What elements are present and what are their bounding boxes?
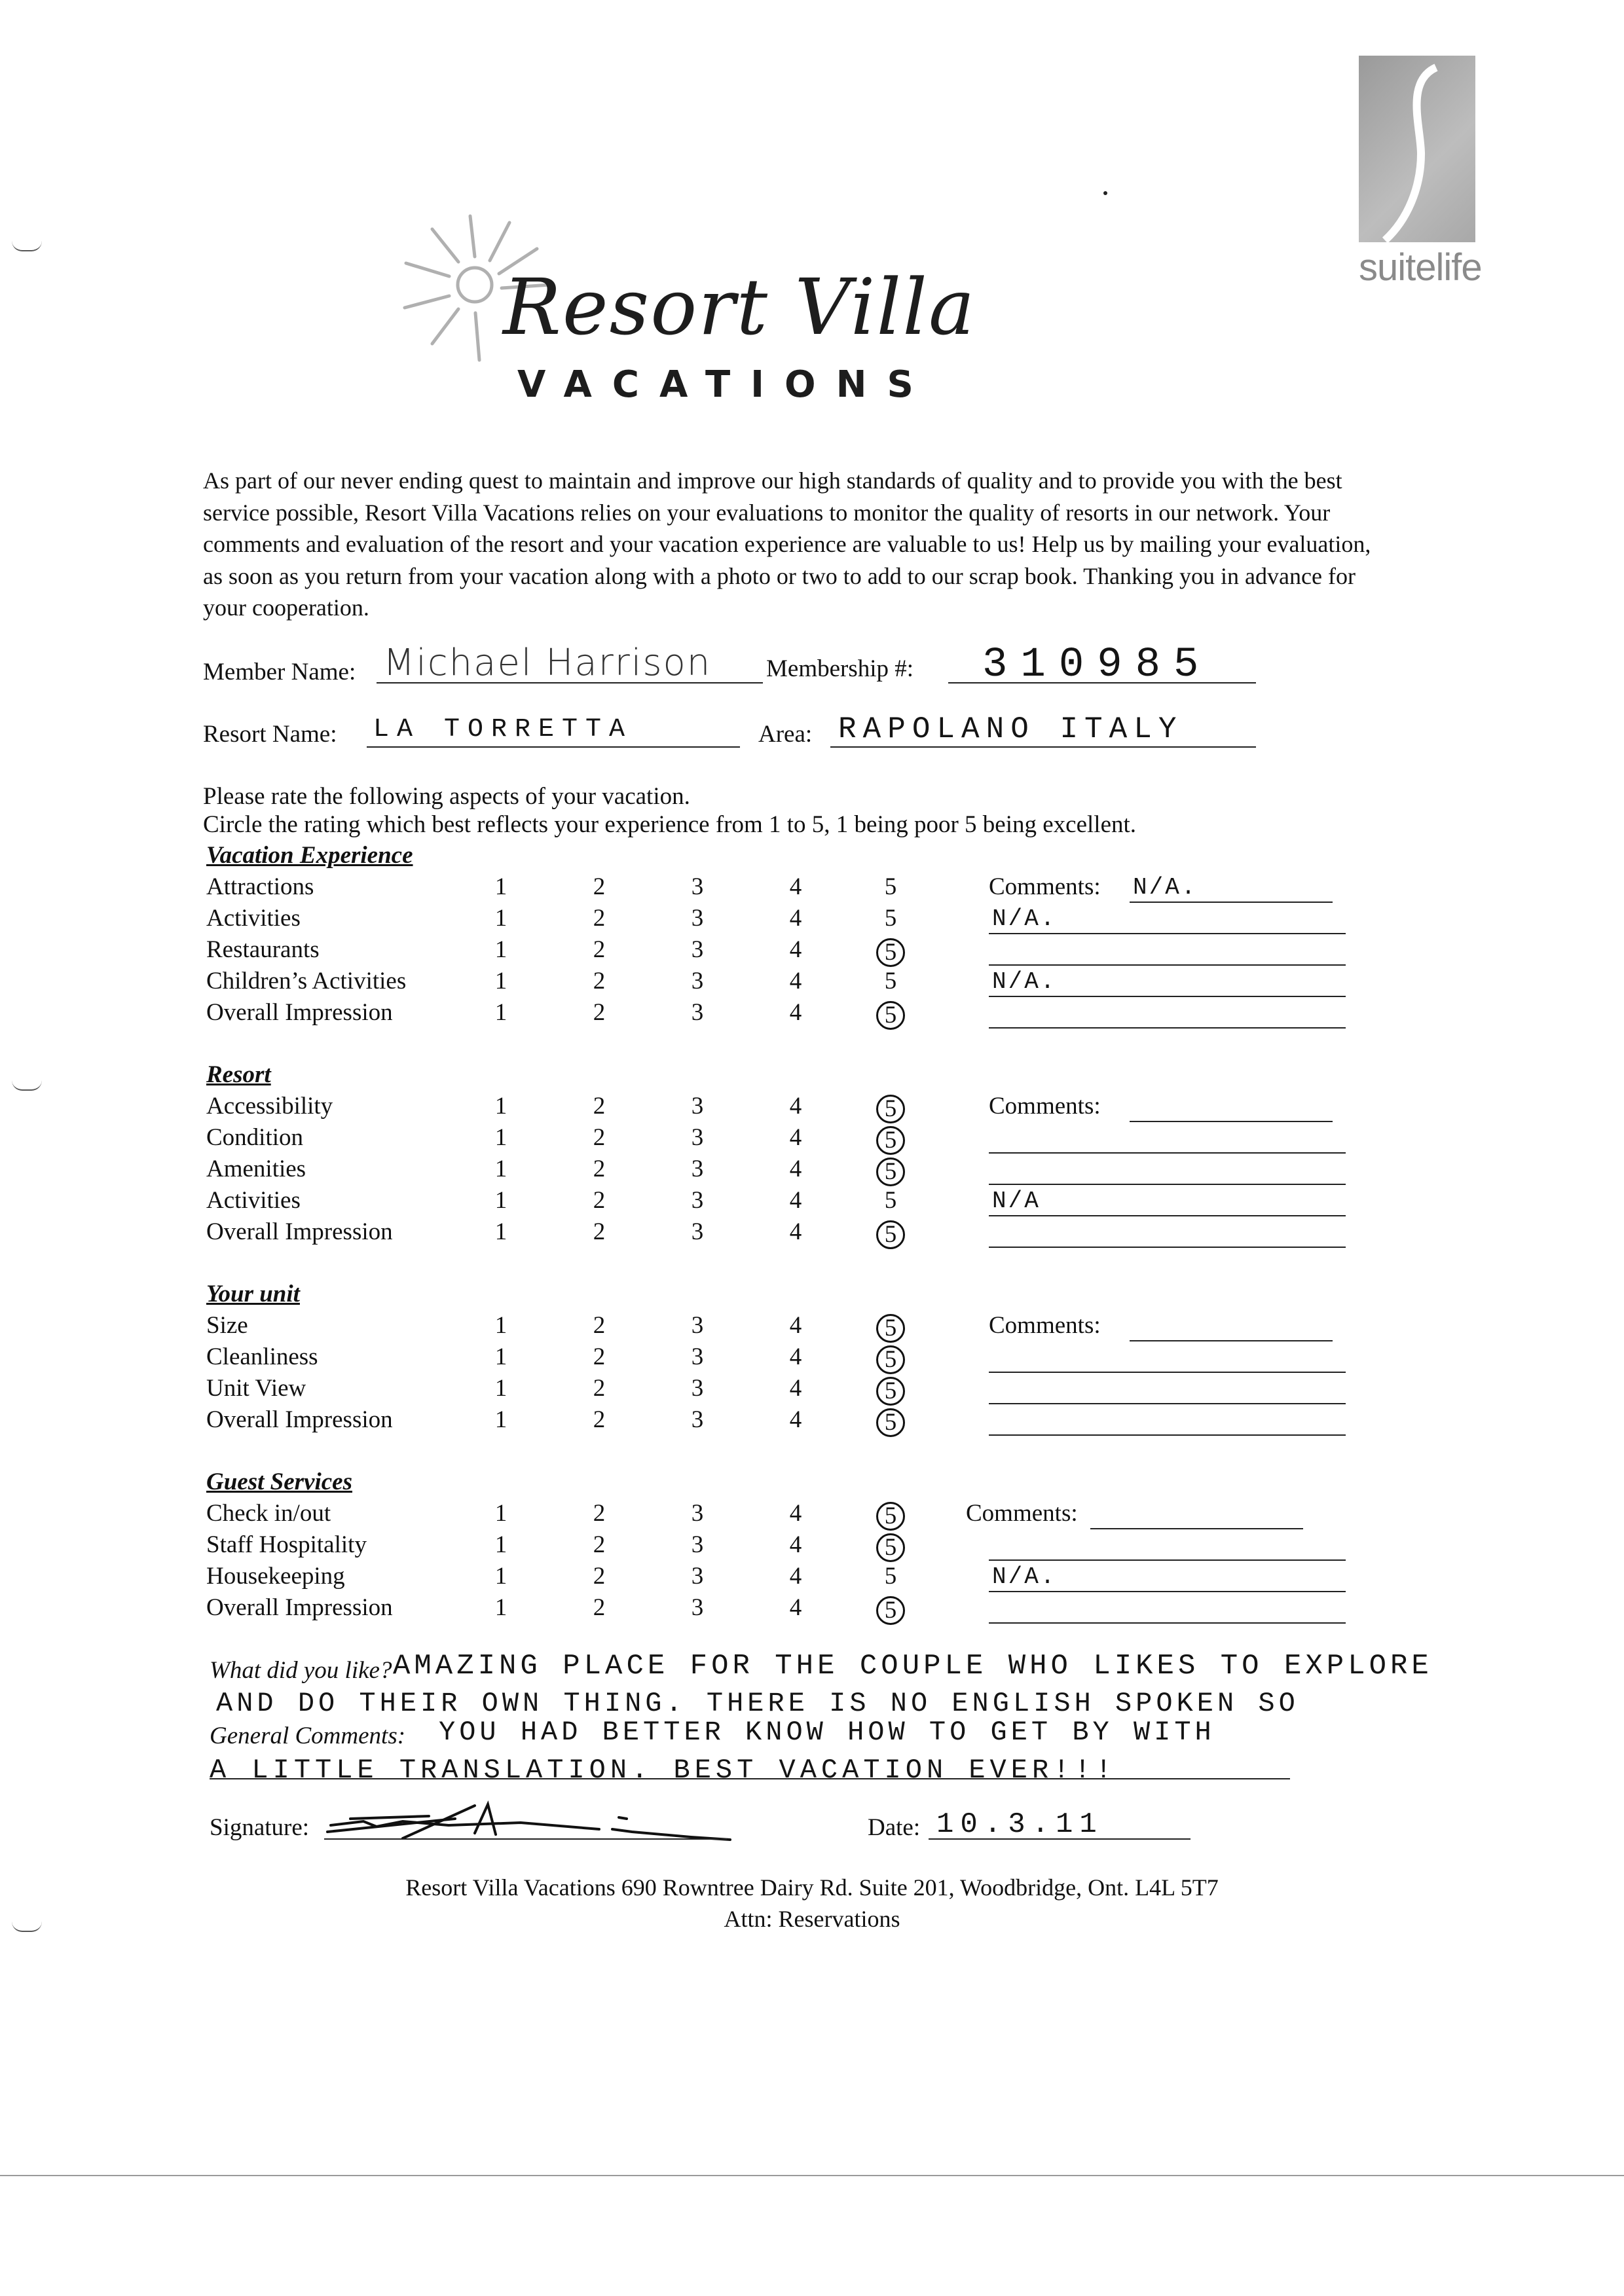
membership-label: Membership #: [766, 655, 914, 682]
instructions-line-1: Please rate the following aspects of your vacation. [203, 783, 690, 810]
comment-line[interactable] [989, 933, 1346, 934]
rating-option[interactable]: 2 [593, 905, 606, 932]
margin-mark [12, 1080, 42, 1091]
rating-option[interactable]: 1 [494, 1312, 507, 1339]
handwritten-comment[interactable]: N/A. [1133, 874, 1198, 901]
rating-option[interactable]: 2 [593, 968, 606, 994]
rating-row-label: Cleanliness [206, 1343, 318, 1370]
rating-option[interactable]: 4 [789, 1406, 802, 1433]
comment-line[interactable] [989, 1152, 1346, 1154]
member-name-field[interactable]: Michael Harrison [383, 642, 712, 684]
rating-option[interactable]: 3 [691, 968, 704, 994]
comments-label: Comments: [989, 1093, 1101, 1120]
rating-option[interactable]: 3 [691, 1500, 704, 1527]
rating-option[interactable]: 2 [593, 1406, 606, 1433]
footer-address: Resort Villa Vacations 690 Rowntree Dairy Rd. Suite 201, Woodbridge, Ont. L4L 5T7 [405, 1874, 1219, 1901]
comment-line[interactable] [1130, 902, 1333, 903]
comments-label: Comments: [989, 1312, 1101, 1339]
footer-attn: Attn: Reservations [724, 1906, 900, 1932]
rating-option[interactable]: 1 [494, 1500, 507, 1527]
instructions-line-2: Circle the rating which best reflects your experience from 1 to 5, 1 being poor 5 being excellent. [203, 811, 1137, 838]
comment-line[interactable] [1130, 1121, 1333, 1122]
handwritten-comment[interactable]: N/A. [992, 1563, 1057, 1590]
area-field[interactable]: RAPOLANO ITALY [838, 712, 1183, 746]
scan-edge-line [0, 2175, 1624, 2176]
rating-option[interactable]: 4 [789, 968, 802, 994]
rating-option-selected[interactable]: 5 [876, 1126, 905, 1155]
signature-label: Signature: [210, 1814, 310, 1841]
rating-row-label: Unit View [206, 1375, 306, 1402]
rating-option[interactable]: 3 [691, 873, 704, 900]
suitelife-logo-text: suitelife [1359, 246, 1482, 289]
general-comments-line-2[interactable]: A LITTLE TRANSLATION. BEST VACATION EVER!!! [210, 1755, 1116, 1786]
section-title: Your unit [206, 1281, 300, 1307]
rating-option[interactable]: 4 [789, 999, 802, 1026]
rating-option[interactable]: 3 [691, 1594, 704, 1621]
rating-option[interactable]: 4 [789, 1594, 802, 1621]
rating-option[interactable]: 4 [789, 1218, 802, 1245]
handwritten-comment[interactable]: N/A. [992, 905, 1057, 932]
rating-option[interactable]: 2 [593, 873, 606, 900]
rating-row-label: Housekeeping [206, 1563, 345, 1590]
rating-option[interactable]: 1 [494, 1343, 507, 1370]
rating-option[interactable]: 1 [494, 1531, 507, 1558]
rating-option[interactable]: 3 [691, 1531, 704, 1558]
rating-option[interactable]: 3 [691, 1218, 704, 1245]
rating-option[interactable]: 1 [494, 873, 507, 900]
rating-option[interactable]: 5 [884, 1563, 897, 1590]
comment-line[interactable] [989, 996, 1346, 997]
rating-option[interactable]: 5 [884, 873, 897, 900]
rating-row-label: Overall Impression [206, 1218, 393, 1245]
liked-text-line-2[interactable]: AND DO THEIR OWN THING. THERE IS NO ENGLISH SPOKEN SO [216, 1688, 1299, 1719]
rating-option-selected[interactable]: 5 [876, 938, 905, 967]
rating-option-selected[interactable]: 5 [876, 1345, 905, 1374]
rating-option[interactable]: 1 [494, 1187, 507, 1214]
rating-option[interactable]: 4 [789, 1375, 802, 1402]
rating-option-selected[interactable]: 5 [876, 1596, 905, 1625]
rating-option[interactable]: 1 [494, 1594, 507, 1621]
rating-row-label: Overall Impression [206, 1406, 393, 1433]
rating-option[interactable]: 1 [494, 936, 507, 963]
intro-paragraph: As part of our never ending quest to maintain and improve our high standards of quality and to provide you with the best service possible, Resort Villa Vacations relies on your evaluations to monitor the quality of resorts in our network. Your comments and evaluation of the resort and your vacation experience are valuable to us! Help us by mailing your evaluation, as soon as you return from your vacation along with a photo or two to add to our scrap book. Thanking you in advance for your cooperation. [203, 467, 1371, 621]
scan-speck [1103, 191, 1107, 195]
rating-option[interactable]: 5 [884, 905, 897, 932]
rating-option[interactable]: 3 [691, 1312, 704, 1339]
date-field[interactable]: 10.3.11 [936, 1808, 1103, 1841]
rating-option[interactable]: 2 [593, 1124, 606, 1151]
rating-option[interactable]: 3 [691, 1406, 704, 1433]
rating-option[interactable]: 3 [691, 905, 704, 932]
date-label: Date: [868, 1814, 921, 1841]
rating-option-selected[interactable]: 5 [876, 1502, 905, 1531]
general-comments-underline [210, 1778, 1290, 1779]
rating-row-label: Staff Hospitality [206, 1531, 367, 1558]
rating-row-label: Amenities [206, 1156, 306, 1182]
rating-row-label: Overall Impression [206, 999, 393, 1026]
rating-option[interactable]: 3 [691, 936, 704, 963]
liked-label: What did you like? [210, 1657, 392, 1684]
suitelife-logo-icon [1359, 56, 1475, 242]
handwritten-comment[interactable]: N/A. [992, 968, 1057, 995]
rating-option-selected[interactable]: 5 [876, 1533, 905, 1562]
rating-option[interactable]: 4 [789, 1156, 802, 1182]
liked-text-line-1[interactable]: AMAZING PLACE FOR THE COUPLE WHO LIKES TO EXPLORE [393, 1650, 1433, 1683]
rating-option[interactable]: 2 [593, 1218, 606, 1245]
rating-row-label: Activities [206, 905, 301, 932]
rating-option[interactable]: 3 [691, 1563, 704, 1590]
rating-option[interactable]: 3 [691, 1124, 704, 1151]
rating-option[interactable]: 2 [593, 1093, 606, 1120]
rating-row-label: Check in/out [206, 1500, 331, 1527]
rating-option[interactable]: 1 [494, 905, 507, 932]
general-comments-label: General Comments: [210, 1722, 406, 1749]
rating-option[interactable]: 4 [789, 1531, 802, 1558]
comment-line[interactable] [989, 1559, 1346, 1561]
rating-option[interactable]: 3 [691, 999, 704, 1026]
comment-line[interactable] [1090, 1528, 1303, 1529]
rating-option-selected[interactable]: 5 [876, 1095, 905, 1123]
rating-option[interactable]: 5 [884, 968, 897, 994]
rating-option[interactable]: 4 [789, 1500, 802, 1527]
rating-row-label: Children’s Activities [206, 968, 407, 994]
resort-name-label: Resort Name: [203, 721, 337, 748]
comment-line[interactable] [989, 1184, 1346, 1185]
rating-row-label: Attractions [206, 873, 314, 900]
brand-logo-caps: VACATIONS [517, 363, 934, 406]
comments-label: Comments: [989, 873, 1101, 900]
rating-option[interactable]: 4 [789, 873, 802, 900]
section-title: Vacation Experience [206, 842, 413, 869]
rating-option[interactable]: 2 [593, 1500, 606, 1527]
rating-option[interactable]: 2 [593, 1187, 606, 1214]
rating-option[interactable]: 3 [691, 1093, 704, 1120]
comment-line[interactable] [989, 1027, 1346, 1029]
rating-row-label: Size [206, 1312, 248, 1339]
rating-option[interactable]: 5 [884, 1187, 897, 1214]
rating-option[interactable]: 4 [789, 1343, 802, 1370]
rating-option[interactable]: 3 [691, 1187, 704, 1214]
rating-row-label: Restaurants [206, 936, 320, 963]
rating-row-label: Condition [206, 1124, 304, 1151]
rating-option[interactable]: 2 [593, 1531, 606, 1558]
rating-option[interactable]: 4 [789, 1563, 802, 1590]
rating-option[interactable]: 2 [593, 1343, 606, 1370]
rating-option-selected[interactable]: 5 [876, 1001, 905, 1030]
rating-row-label: Activities [206, 1187, 301, 1214]
comment-line[interactable] [989, 1591, 1346, 1592]
rating-option[interactable]: 1 [494, 1156, 507, 1182]
general-comments-line-1[interactable]: YOU HAD BETTER KNOW HOW TO GET BY WITH [439, 1717, 1215, 1748]
rating-option-selected[interactable]: 5 [876, 1157, 905, 1186]
rating-option[interactable]: 2 [593, 1156, 606, 1182]
rating-option[interactable]: 1 [494, 999, 507, 1026]
comment-line[interactable] [1130, 1340, 1333, 1341]
rating-option[interactable]: 4 [789, 1093, 802, 1120]
rating-row-label: Accessibility [206, 1093, 333, 1120]
rating-option[interactable]: 2 [593, 1375, 606, 1402]
rating-option[interactable]: 4 [789, 936, 802, 963]
brand-logo-script: Resort Villa [503, 262, 976, 352]
signature-mark[interactable] [324, 1793, 743, 1845]
rating-option[interactable]: 3 [691, 1156, 704, 1182]
rating-option[interactable]: 3 [691, 1375, 704, 1402]
section-title: Resort [206, 1061, 271, 1088]
signature-line [324, 1838, 727, 1840]
rating-option[interactable]: 3 [691, 1343, 704, 1370]
membership-number-field[interactable]: 310985 [982, 642, 1212, 689]
rating-option[interactable]: 2 [593, 1312, 606, 1339]
rating-option-selected[interactable]: 5 [876, 1220, 905, 1249]
member-name-label: Member Name: [203, 659, 356, 685]
rating-option[interactable]: 1 [494, 1093, 507, 1120]
comment-line[interactable] [989, 1215, 1346, 1216]
resort-name-field[interactable]: LA TORRETTA [373, 715, 633, 744]
rating-option[interactable]: 1 [494, 1406, 507, 1433]
comment-line[interactable] [989, 964, 1346, 966]
rating-option[interactable]: 2 [593, 936, 606, 963]
rating-option[interactable]: 4 [789, 1124, 802, 1151]
comment-line[interactable] [989, 1622, 1346, 1624]
rating-option[interactable]: 4 [789, 1312, 802, 1339]
rating-option[interactable]: 2 [593, 999, 606, 1026]
rating-row-label: Overall Impression [206, 1594, 393, 1621]
comment-line[interactable] [989, 1247, 1346, 1248]
rating-option-selected[interactable]: 5 [876, 1314, 905, 1343]
comments-label: Comments: [966, 1500, 1078, 1527]
rating-option-selected[interactable]: 5 [876, 1377, 905, 1406]
comment-line[interactable] [989, 1403, 1346, 1404]
rating-option[interactable]: 4 [789, 1187, 802, 1214]
comment-line[interactable] [989, 1372, 1346, 1373]
rating-option[interactable]: 1 [494, 968, 507, 994]
rating-option[interactable]: 1 [494, 1563, 507, 1590]
resort-name-line [367, 746, 740, 748]
rating-option-selected[interactable]: 5 [876, 1408, 905, 1437]
rating-option[interactable]: 1 [494, 1375, 507, 1402]
handwritten-comment[interactable]: N/A [992, 1188, 1041, 1214]
rating-option[interactable]: 2 [593, 1594, 606, 1621]
area-label: Area: [758, 721, 813, 748]
section-title: Guest Services [206, 1468, 352, 1495]
rating-option[interactable]: 1 [494, 1218, 507, 1245]
area-line [830, 746, 1256, 748]
margin-mark [12, 241, 42, 251]
rating-option[interactable]: 2 [593, 1563, 606, 1590]
rating-option[interactable]: 1 [494, 1124, 507, 1151]
rating-option[interactable]: 4 [789, 905, 802, 932]
comment-line[interactable] [989, 1434, 1346, 1436]
